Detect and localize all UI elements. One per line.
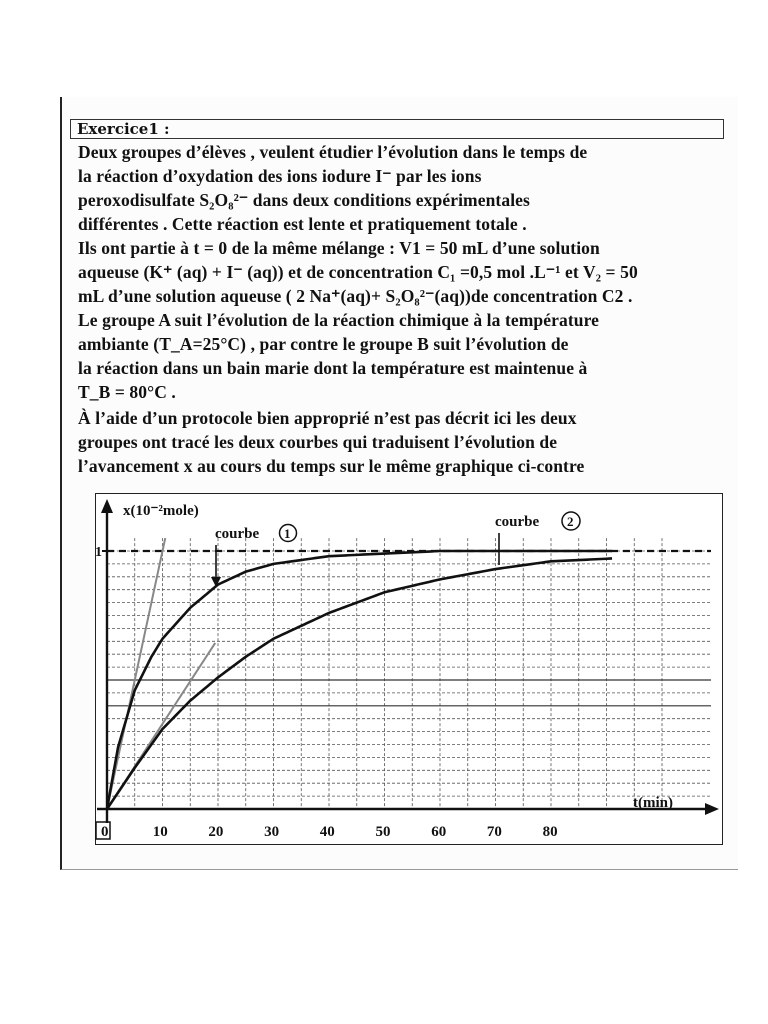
chart-frame <box>95 493 723 845</box>
x-tick-label: 80 <box>542 824 558 840</box>
curve-2-number: 2 <box>567 514 574 529</box>
statement-line-11: T_B = 80°C . <box>78 382 176 402</box>
statement-line-2: la réaction d’oxydation des ions iodure I⁻ par les ions <box>78 166 482 186</box>
x-tick-label: 40 <box>319 824 335 840</box>
x-tick-label: 0 <box>101 824 109 840</box>
y-axis-title: x(10⁻²mole) <box>123 503 199 519</box>
x-tick-label: 70 <box>486 824 502 840</box>
x-tick-label: 30 <box>264 824 280 840</box>
x-tick-label: 60 <box>431 824 447 840</box>
statement-line-10: la réaction dans un bain marie dont la température est maintenue à <box>78 358 588 378</box>
curve-1-label: courbe <box>215 526 260 542</box>
exercise-title: Exercice1 : <box>77 120 170 138</box>
x-tick-label: 10 <box>152 824 168 840</box>
statement-line-6: aqueuse (K⁺ (aq) + I⁻ (aq)) et de concentration C₁ =0,5 mol .L⁻¹ et V₂ = 50 <box>78 262 638 282</box>
curve-2-label: courbe <box>495 514 540 530</box>
x-tick-label: 50 <box>375 824 391 840</box>
statement-line-5: Ils ont partie à t = 0 de la même mélange : V1 = 50 mL d’une solution <box>78 238 600 258</box>
statement-line-4: différentes . Cette réaction est lente et pratiquement totale . <box>78 214 527 234</box>
statement-line-3: peroxodisulfate S₂O₈²⁻ dans deux conditions expérimentales <box>78 190 530 210</box>
statement-line-9: ambiante (T_A=25°C) , par contre le groupe B suit l’évolution de <box>78 334 569 354</box>
exercise-title-box <box>70 119 724 139</box>
x-axis-title: t(min) <box>633 795 673 811</box>
x-tick-label: 20 <box>208 824 224 840</box>
curve-1-number: 1 <box>284 526 291 541</box>
statement-line-7: mL d’une solution aqueuse ( 2 Na⁺(aq)+ S₂O₈²⁻(aq))de concentration C2 . <box>78 286 633 306</box>
statement-line-12: À l’aide d’un protocole bien approprié n’est pas décrit ici les deux <box>78 408 577 428</box>
statement-line-13: groupes ont tracé les deux courbes qui traduisent l’évolution de <box>78 432 558 452</box>
statement-line-14: l’avancement x au cours du temps sur le même graphique ci-contre <box>78 456 585 476</box>
statement-line-1: Deux groupes d’élèves , veulent étudier l’évolution dans le temps de <box>78 142 588 162</box>
avancement-chart <box>95 493 723 845</box>
statement-line-8: Le groupe A suit l’évolution de la réaction chimique à la température <box>78 310 600 330</box>
y-tick-label: 1 <box>95 545 102 560</box>
